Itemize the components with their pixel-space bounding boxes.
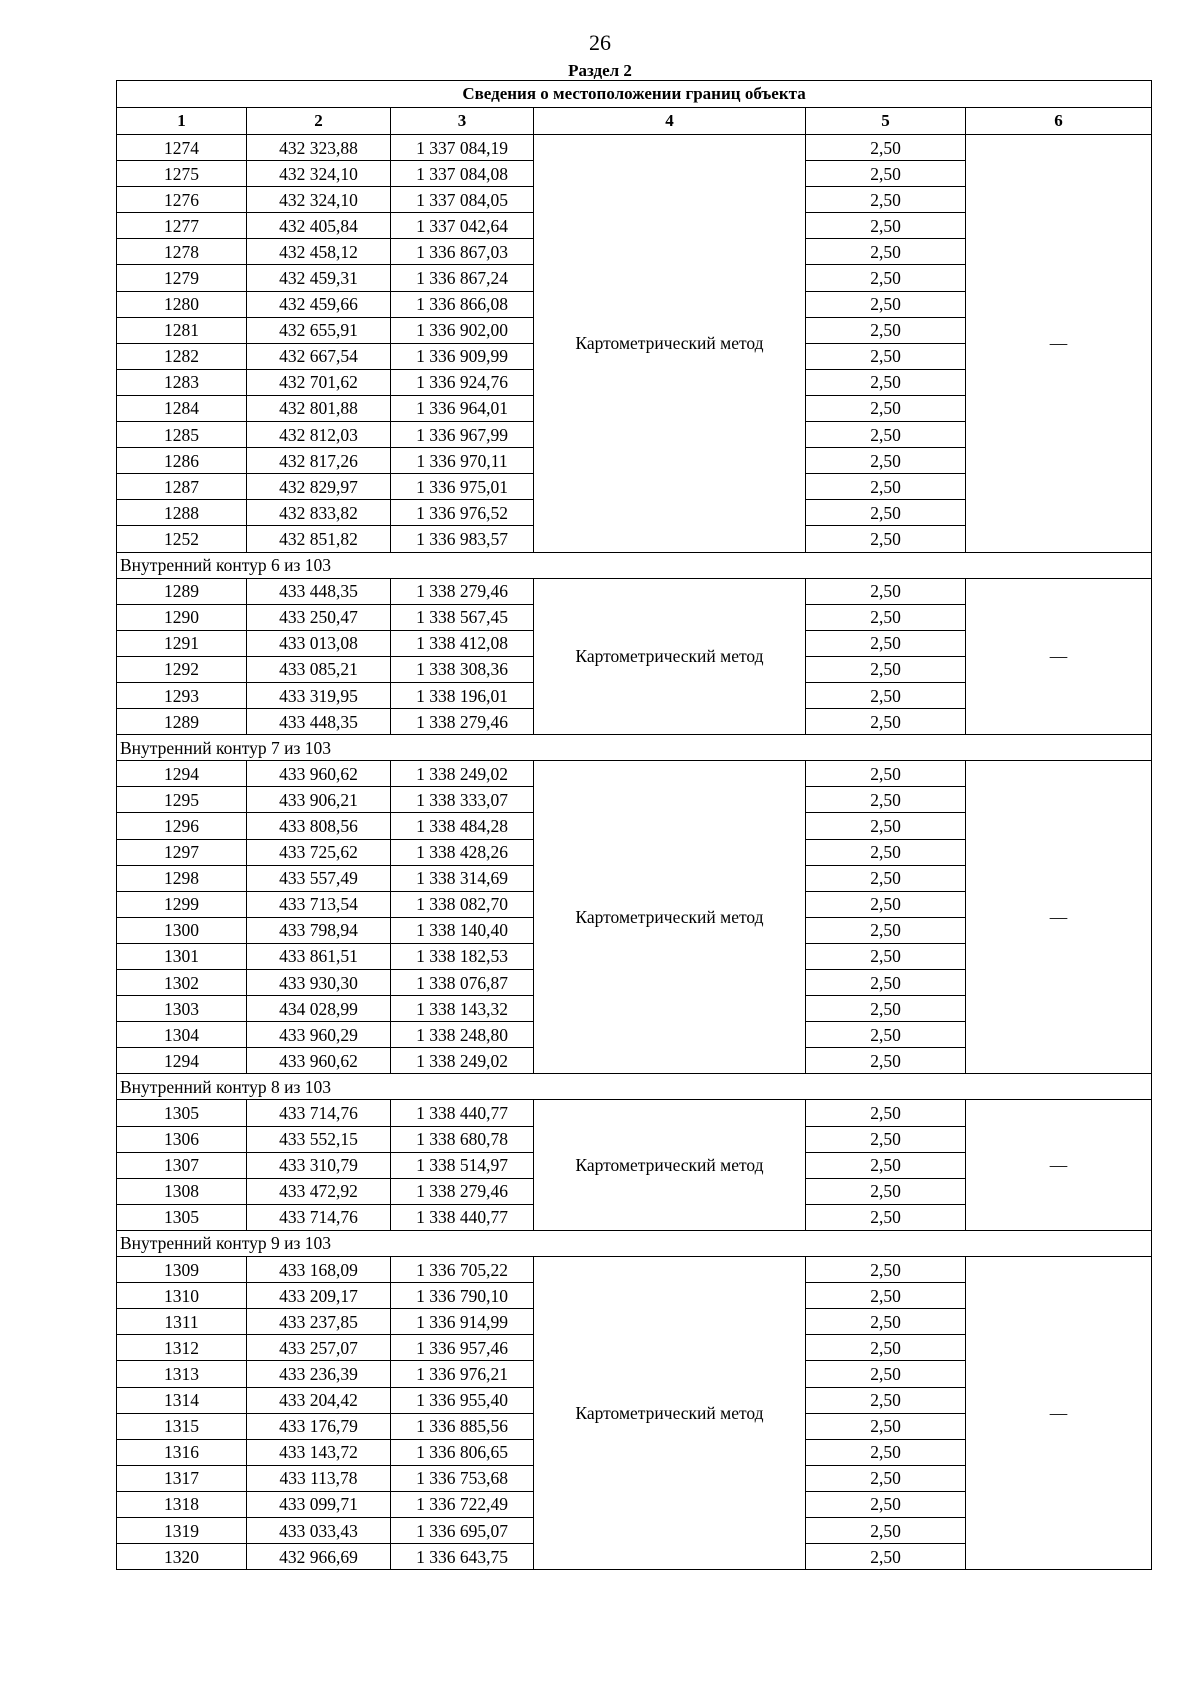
x-coordinate-cell: 432 833,82 xyxy=(247,500,391,526)
y-coordinate-cell: 1 338 333,07 xyxy=(391,787,534,813)
precision-cell: 2,50 xyxy=(806,1100,966,1126)
precision-cell: 2,50 xyxy=(806,709,966,735)
contour-header-row xyxy=(117,552,1152,578)
column-header: 4 xyxy=(534,108,806,135)
x-coordinate-cell: 432 458,12 xyxy=(247,239,391,265)
x-coordinate-cell: 432 812,03 xyxy=(247,422,391,448)
point-number-cell: 1298 xyxy=(117,865,247,891)
precision-cell: 2,50 xyxy=(806,213,966,239)
y-coordinate-cell: 1 337 042,64 xyxy=(391,213,534,239)
y-coordinate-cell: 1 338 279,46 xyxy=(391,709,534,735)
x-coordinate-cell: 433 713,54 xyxy=(247,891,391,917)
precision-cell: 2,50 xyxy=(806,474,966,500)
y-coordinate-cell: 1 336 909,99 xyxy=(391,343,534,369)
method-cell: Картометрический метод xyxy=(534,135,806,553)
column-header: 1 xyxy=(117,108,247,135)
y-coordinate-cell: 1 338 440,77 xyxy=(391,1204,534,1230)
x-coordinate-cell: 433 714,76 xyxy=(247,1100,391,1126)
precision-cell: 2,50 xyxy=(806,1022,966,1048)
point-number-cell: 1307 xyxy=(117,1152,247,1178)
y-coordinate-cell: 1 336 975,01 xyxy=(391,474,534,500)
point-number-cell: 1293 xyxy=(117,682,247,708)
precision-cell: 2,50 xyxy=(806,943,966,969)
x-coordinate-cell: 433 960,62 xyxy=(247,1048,391,1074)
y-coordinate-cell: 1 336 753,68 xyxy=(391,1465,534,1491)
point-number-cell: 1306 xyxy=(117,1126,247,1152)
x-coordinate-cell: 433 798,94 xyxy=(247,917,391,943)
y-coordinate-cell: 1 336 643,75 xyxy=(391,1544,534,1570)
precision-cell: 2,50 xyxy=(806,343,966,369)
y-coordinate-cell: 1 336 902,00 xyxy=(391,317,534,343)
precision-cell: 2,50 xyxy=(806,1048,966,1074)
y-coordinate-cell: 1 338 248,80 xyxy=(391,1022,534,1048)
x-coordinate-cell: 433 448,35 xyxy=(247,709,391,735)
y-coordinate-cell: 1 338 440,77 xyxy=(391,1100,534,1126)
precision-cell: 2,50 xyxy=(806,1387,966,1413)
method-cell: Картометрический метод xyxy=(534,1257,806,1570)
x-coordinate-cell: 433 960,29 xyxy=(247,1022,391,1048)
x-coordinate-cell: 433 113,78 xyxy=(247,1465,391,1491)
precision-cell: 2,50 xyxy=(806,239,966,265)
table-title: Сведения о местоположении границ объекта xyxy=(117,81,1152,108)
point-number-cell: 1296 xyxy=(117,813,247,839)
contour-header-row xyxy=(117,1074,1152,1100)
x-coordinate-cell: 433 930,30 xyxy=(247,970,391,996)
point-number-cell: 1308 xyxy=(117,1178,247,1204)
y-coordinate-cell: 1 338 082,70 xyxy=(391,891,534,917)
y-coordinate-cell: 1 338 567,45 xyxy=(391,604,534,630)
note-cell: — xyxy=(966,578,1152,735)
point-number-cell: 1288 xyxy=(117,500,247,526)
x-coordinate-cell: 433 310,79 xyxy=(247,1152,391,1178)
x-coordinate-cell: 433 013,08 xyxy=(247,630,391,656)
y-coordinate-cell: 1 338 076,87 xyxy=(391,970,534,996)
y-coordinate-cell: 1 338 143,32 xyxy=(391,996,534,1022)
precision-cell: 2,50 xyxy=(806,996,966,1022)
precision-cell: 2,50 xyxy=(806,1491,966,1517)
contour-label: Внутренний контур 8 из 103 xyxy=(117,1074,1152,1100)
y-coordinate-cell: 1 336 964,01 xyxy=(391,395,534,421)
point-number-cell: 1313 xyxy=(117,1361,247,1387)
x-coordinate-cell: 432 966,69 xyxy=(247,1544,391,1570)
point-number-cell: 1289 xyxy=(117,578,247,604)
precision-cell: 2,50 xyxy=(806,682,966,708)
x-coordinate-cell: 432 323,88 xyxy=(247,135,391,161)
precision-cell: 2,50 xyxy=(806,187,966,213)
y-coordinate-cell: 1 338 484,28 xyxy=(391,813,534,839)
note-cell: — xyxy=(966,761,1152,1074)
precision-cell: 2,50 xyxy=(806,1439,966,1465)
y-coordinate-cell: 1 336 955,40 xyxy=(391,1387,534,1413)
point-number-cell: 1285 xyxy=(117,422,247,448)
table-title-row xyxy=(117,81,1152,108)
note-cell: — xyxy=(966,1257,1152,1570)
x-coordinate-cell: 433 209,17 xyxy=(247,1283,391,1309)
precision-cell: 2,50 xyxy=(806,839,966,865)
point-number-cell: 1277 xyxy=(117,213,247,239)
y-coordinate-cell: 1 336 976,52 xyxy=(391,500,534,526)
precision-cell: 2,50 xyxy=(806,369,966,395)
point-number-cell: 1297 xyxy=(117,839,247,865)
y-coordinate-cell: 1 338 680,78 xyxy=(391,1126,534,1152)
precision-cell: 2,50 xyxy=(806,317,966,343)
x-coordinate-cell: 433 861,51 xyxy=(247,943,391,969)
precision-cell: 2,50 xyxy=(806,1517,966,1543)
y-coordinate-cell: 1 336 790,10 xyxy=(391,1283,534,1309)
x-coordinate-cell: 432 851,82 xyxy=(247,526,391,552)
precision-cell: 2,50 xyxy=(806,500,966,526)
point-number-cell: 1283 xyxy=(117,369,247,395)
contour-label: Внутренний контур 6 из 103 xyxy=(117,552,1152,578)
point-number-cell: 1302 xyxy=(117,970,247,996)
precision-cell: 2,50 xyxy=(806,422,966,448)
point-number-cell: 1312 xyxy=(117,1335,247,1361)
y-coordinate-cell: 1 338 314,69 xyxy=(391,865,534,891)
point-number-cell: 1278 xyxy=(117,239,247,265)
point-number-cell: 1310 xyxy=(117,1283,247,1309)
precision-cell: 2,50 xyxy=(806,917,966,943)
y-coordinate-cell: 1 337 084,19 xyxy=(391,135,534,161)
precision-cell: 2,50 xyxy=(806,578,966,604)
point-number-cell: 1252 xyxy=(117,526,247,552)
x-coordinate-cell: 433 204,42 xyxy=(247,1387,391,1413)
precision-cell: 2,50 xyxy=(806,161,966,187)
x-coordinate-cell: 433 236,39 xyxy=(247,1361,391,1387)
point-number-cell: 1294 xyxy=(117,761,247,787)
x-coordinate-cell: 432 324,10 xyxy=(247,161,391,187)
x-coordinate-cell: 434 028,99 xyxy=(247,996,391,1022)
x-coordinate-cell: 432 701,62 xyxy=(247,369,391,395)
precision-cell: 2,50 xyxy=(806,448,966,474)
point-number-cell: 1315 xyxy=(117,1413,247,1439)
x-coordinate-cell: 432 801,88 xyxy=(247,395,391,421)
point-number-cell: 1284 xyxy=(117,395,247,421)
table-row xyxy=(117,1257,1152,1283)
y-coordinate-cell: 1 336 885,56 xyxy=(391,1413,534,1439)
precision-cell: 2,50 xyxy=(806,1204,966,1230)
column-header: 2 xyxy=(247,108,391,135)
y-coordinate-cell: 1 338 182,53 xyxy=(391,943,534,969)
point-number-cell: 1291 xyxy=(117,630,247,656)
x-coordinate-cell: 432 655,91 xyxy=(247,317,391,343)
x-coordinate-cell: 433 237,85 xyxy=(247,1309,391,1335)
y-coordinate-cell: 1 336 867,24 xyxy=(391,265,534,291)
contour-label: Внутренний контур 7 из 103 xyxy=(117,735,1152,761)
precision-cell: 2,50 xyxy=(806,813,966,839)
point-number-cell: 1294 xyxy=(117,1048,247,1074)
precision-cell: 2,50 xyxy=(806,1465,966,1491)
point-number-cell: 1287 xyxy=(117,474,247,500)
point-number-cell: 1318 xyxy=(117,1491,247,1517)
x-coordinate-cell: 433 033,43 xyxy=(247,1517,391,1543)
precision-cell: 2,50 xyxy=(806,1544,966,1570)
point-number-cell: 1274 xyxy=(117,135,247,161)
contour-header-row xyxy=(117,1230,1152,1256)
x-coordinate-cell: 432 324,10 xyxy=(247,187,391,213)
method-cell: Картометрический метод xyxy=(534,1100,806,1230)
y-coordinate-cell: 1 336 976,21 xyxy=(391,1361,534,1387)
point-number-cell: 1279 xyxy=(117,265,247,291)
contour-label: Внутренний контур 9 из 103 xyxy=(117,1230,1152,1256)
y-coordinate-cell: 1 337 084,05 xyxy=(391,187,534,213)
note-cell: — xyxy=(966,135,1152,553)
point-number-cell: 1303 xyxy=(117,996,247,1022)
y-coordinate-cell: 1 338 140,40 xyxy=(391,917,534,943)
table-row xyxy=(117,761,1152,787)
point-number-cell: 1276 xyxy=(117,187,247,213)
x-coordinate-cell: 432 459,66 xyxy=(247,291,391,317)
precision-cell: 2,50 xyxy=(806,761,966,787)
x-coordinate-cell: 432 667,54 xyxy=(247,343,391,369)
y-coordinate-cell: 1 336 695,07 xyxy=(391,1517,534,1543)
precision-cell: 2,50 xyxy=(806,1126,966,1152)
x-coordinate-cell: 433 906,21 xyxy=(247,787,391,813)
x-coordinate-cell: 433 099,71 xyxy=(247,1491,391,1517)
x-coordinate-cell: 433 143,72 xyxy=(247,1439,391,1465)
precision-cell: 2,50 xyxy=(806,865,966,891)
precision-cell: 2,50 xyxy=(806,1152,966,1178)
point-number-cell: 1290 xyxy=(117,604,247,630)
precision-cell: 2,50 xyxy=(806,1413,966,1439)
x-coordinate-cell: 433 168,09 xyxy=(247,1257,391,1283)
point-number-cell: 1280 xyxy=(117,291,247,317)
point-number-cell: 1289 xyxy=(117,709,247,735)
point-number-cell: 1304 xyxy=(117,1022,247,1048)
table-body xyxy=(117,135,1152,1570)
x-coordinate-cell: 433 257,07 xyxy=(247,1335,391,1361)
precision-cell: 2,50 xyxy=(806,526,966,552)
precision-cell: 2,50 xyxy=(806,604,966,630)
column-header-row xyxy=(117,108,1152,135)
y-coordinate-cell: 1 338 249,02 xyxy=(391,761,534,787)
x-coordinate-cell: 433 319,95 xyxy=(247,682,391,708)
table-row xyxy=(117,135,1152,161)
boundary-coordinates-table xyxy=(116,80,1152,1570)
point-number-cell: 1301 xyxy=(117,943,247,969)
point-number-cell: 1299 xyxy=(117,891,247,917)
precision-cell: 2,50 xyxy=(806,891,966,917)
precision-cell: 2,50 xyxy=(806,135,966,161)
x-coordinate-cell: 433 552,15 xyxy=(247,1126,391,1152)
section-title: Раздел 2 xyxy=(568,61,632,80)
x-coordinate-cell: 432 405,84 xyxy=(247,213,391,239)
x-coordinate-cell: 433 960,62 xyxy=(247,761,391,787)
precision-cell: 2,50 xyxy=(806,1361,966,1387)
y-coordinate-cell: 1 336 970,11 xyxy=(391,448,534,474)
y-coordinate-cell: 1 336 967,99 xyxy=(391,422,534,448)
y-coordinate-cell: 1 336 983,57 xyxy=(391,526,534,552)
contour-header-row xyxy=(117,735,1152,761)
column-header: 5 xyxy=(806,108,966,135)
y-coordinate-cell: 1 336 866,08 xyxy=(391,291,534,317)
y-coordinate-cell: 1 336 806,65 xyxy=(391,1439,534,1465)
precision-cell: 2,50 xyxy=(806,265,966,291)
point-number-cell: 1309 xyxy=(117,1257,247,1283)
precision-cell: 2,50 xyxy=(806,656,966,682)
precision-cell: 2,50 xyxy=(806,630,966,656)
precision-cell: 2,50 xyxy=(806,1178,966,1204)
table-row xyxy=(117,1100,1152,1126)
x-coordinate-cell: 432 459,31 xyxy=(247,265,391,291)
precision-cell: 2,50 xyxy=(806,970,966,996)
x-coordinate-cell: 432 829,97 xyxy=(247,474,391,500)
y-coordinate-cell: 1 338 279,46 xyxy=(391,578,534,604)
column-header: 3 xyxy=(391,108,534,135)
y-coordinate-cell: 1 336 705,22 xyxy=(391,1257,534,1283)
point-number-cell: 1281 xyxy=(117,317,247,343)
y-coordinate-cell: 1 336 914,99 xyxy=(391,1309,534,1335)
point-number-cell: 1275 xyxy=(117,161,247,187)
point-number-cell: 1295 xyxy=(117,787,247,813)
point-number-cell: 1320 xyxy=(117,1544,247,1570)
point-number-cell: 1311 xyxy=(117,1309,247,1335)
column-header: 6 xyxy=(966,108,1152,135)
y-coordinate-cell: 1 338 514,97 xyxy=(391,1152,534,1178)
y-coordinate-cell: 1 336 924,76 xyxy=(391,369,534,395)
y-coordinate-cell: 1 338 412,08 xyxy=(391,630,534,656)
y-coordinate-cell: 1 338 279,46 xyxy=(391,1178,534,1204)
x-coordinate-cell: 433 557,49 xyxy=(247,865,391,891)
x-coordinate-cell: 433 714,76 xyxy=(247,1204,391,1230)
method-cell: Картометрический метод xyxy=(534,761,806,1074)
point-number-cell: 1305 xyxy=(117,1100,247,1126)
x-coordinate-cell: 433 448,35 xyxy=(247,578,391,604)
page-number: 26 xyxy=(589,30,611,55)
x-coordinate-cell: 433 250,47 xyxy=(247,604,391,630)
y-coordinate-cell: 1 336 722,49 xyxy=(391,1491,534,1517)
x-coordinate-cell: 433 085,21 xyxy=(247,656,391,682)
table-row xyxy=(117,578,1152,604)
y-coordinate-cell: 1 338 308,36 xyxy=(391,656,534,682)
y-coordinate-cell: 1 338 196,01 xyxy=(391,682,534,708)
y-coordinate-cell: 1 336 957,46 xyxy=(391,1335,534,1361)
point-number-cell: 1319 xyxy=(117,1517,247,1543)
x-coordinate-cell: 433 472,92 xyxy=(247,1178,391,1204)
precision-cell: 2,50 xyxy=(806,291,966,317)
x-coordinate-cell: 433 176,79 xyxy=(247,1413,391,1439)
point-number-cell: 1300 xyxy=(117,917,247,943)
point-number-cell: 1316 xyxy=(117,1439,247,1465)
point-number-cell: 1286 xyxy=(117,448,247,474)
precision-cell: 2,50 xyxy=(806,1283,966,1309)
precision-cell: 2,50 xyxy=(806,787,966,813)
y-coordinate-cell: 1 338 249,02 xyxy=(391,1048,534,1074)
point-number-cell: 1305 xyxy=(117,1204,247,1230)
x-coordinate-cell: 433 808,56 xyxy=(247,813,391,839)
y-coordinate-cell: 1 338 428,26 xyxy=(391,839,534,865)
precision-cell: 2,50 xyxy=(806,1335,966,1361)
precision-cell: 2,50 xyxy=(806,395,966,421)
method-cell: Картометрический метод xyxy=(534,578,806,735)
y-coordinate-cell: 1 336 867,03 xyxy=(391,239,534,265)
precision-cell: 2,50 xyxy=(806,1257,966,1283)
point-number-cell: 1314 xyxy=(117,1387,247,1413)
y-coordinate-cell: 1 337 084,08 xyxy=(391,161,534,187)
x-coordinate-cell: 433 725,62 xyxy=(247,839,391,865)
point-number-cell: 1317 xyxy=(117,1465,247,1491)
precision-cell: 2,50 xyxy=(806,1309,966,1335)
x-coordinate-cell: 432 817,26 xyxy=(247,448,391,474)
point-number-cell: 1282 xyxy=(117,343,247,369)
point-number-cell: 1292 xyxy=(117,656,247,682)
note-cell: — xyxy=(966,1100,1152,1230)
